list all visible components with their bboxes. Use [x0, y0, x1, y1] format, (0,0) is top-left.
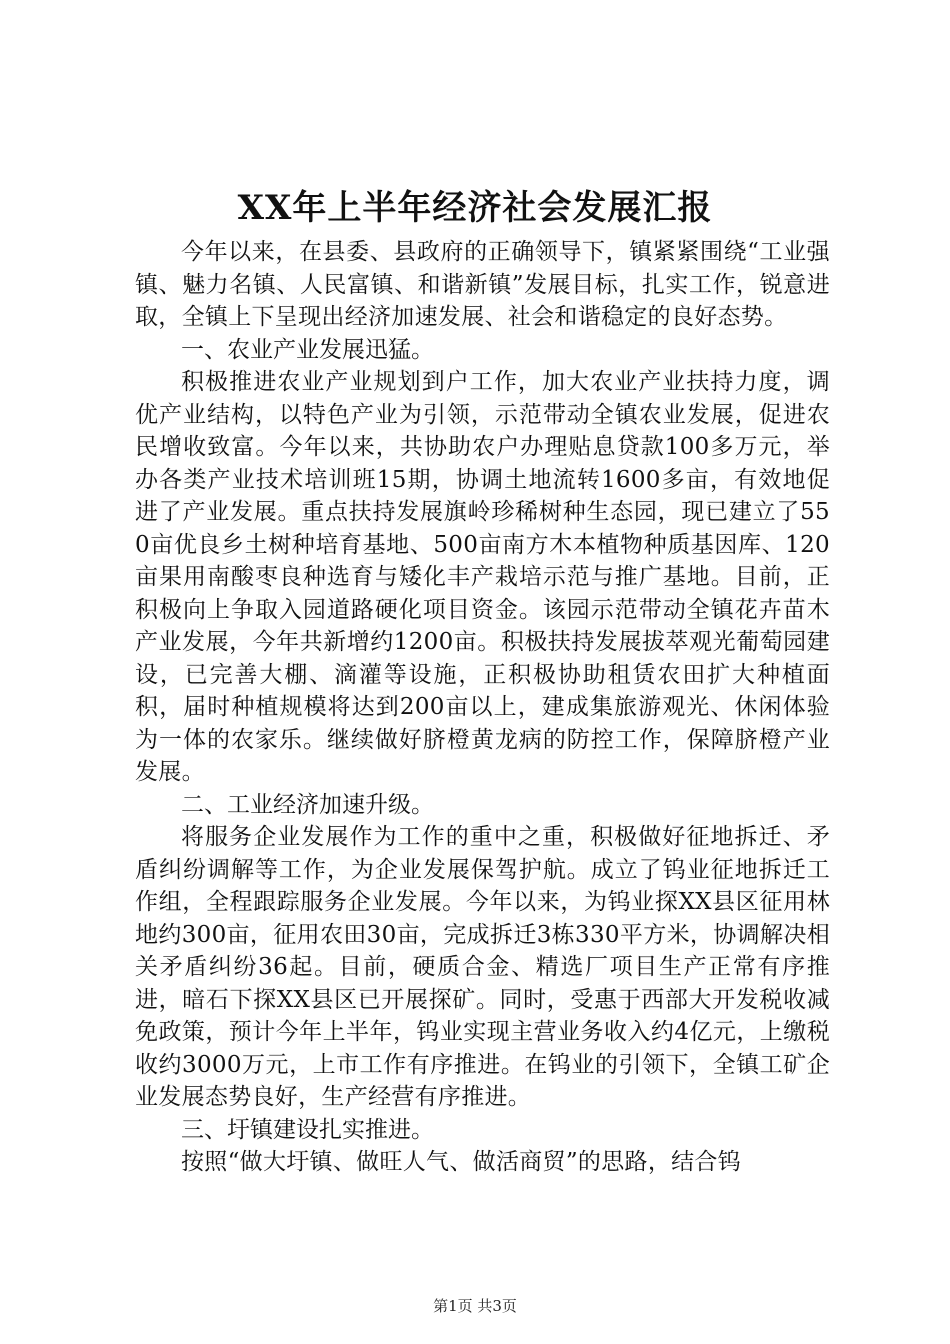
intro-paragraph: 今年以来，在县委、县政府的正确领导下，镇紧紧围绕“工业强镇、魅力名镇、人民富镇、和谐新镇”发展目标，扎实工作，锐意进取，全镇上下呈现出经济加速发展、社会和谐稳定的良好态势。 — [135, 239, 830, 330]
section-heading-town-construction: 三、圩镇建设扎实推进。 — [181, 1116, 434, 1143]
document-body — [135, 236, 830, 1179]
industry-paragraph: 将服务企业发展作为工作的重中之重，积极做好征地拆迁、矛盾纠纷调解等工作，为企业发展保驾护航。成立了钨业征地拆迁工作组，全程跟踪服务企业发展。今年以来，为钨业探XX县区征用林地约300亩，征用农田30亩，完成拆迁3栋330平方米，协调解决相关矛盾纠纷36起。目前，硬质合金、精选厂项目生产正常有序推进，暗石下探XX县区已开展探矿。同时，受惠于西部大开发税收减免政策，预计今年上半年，钨业实现主营业务收入约4亿元，上缴税收约3000万元，上市工作有序推进。在钨业的引领下，全镇工矿企业发展态势良好，生产经营有序推进。 — [135, 824, 830, 1110]
section-heading-agriculture: 一、农业产业发展迅猛。 — [181, 336, 434, 363]
page-footer: 第1页 共3页 — [433, 1297, 517, 1315]
section-heading-industry: 二、工业经济加速升级。 — [181, 791, 434, 818]
document-title: XX年上半年经济社会发展汇报 — [237, 188, 713, 228]
town-construction-paragraph: 按照“做大圩镇、做旺人气、做活商贸”的思路，结合钨 — [181, 1149, 742, 1175]
agriculture-paragraph: 积极推进农业产业规划到户工作，加大农业产业扶持力度，调优产业结构，以特色产业为引领，示范带动全镇农业发展，促进农民增收致富。今年以来，共协助农户办理贴息贷款100多万元，举办各类产业技术培训班15期，协调土地流转1600多亩，有效地促进了产业发展。重点扶持发展旗岭珍稀树种生态园，现已建立了550亩优良乡土树种培育基地、500亩南方木本植物种质基因库、120亩果用南酸枣良种选育与矮化丰产栽培示范与推广基地。目前，正积极向上争取入园道路硬化项目资金。该园示范带动全镇花卉苗木产业发展，今年共新增约1200亩。积极扶持发展拔萃观光葡萄园建设，已完善大棚、滴灌等设施，正积极协助租赁农田扩大种植面积，届时种植规模将达到200亩以上，建成集旅游观光、休闲体验为一体的农家乐。继续做好脐橙黄龙病的防控工作，保障脐橙产业发展。 — [135, 369, 830, 785]
